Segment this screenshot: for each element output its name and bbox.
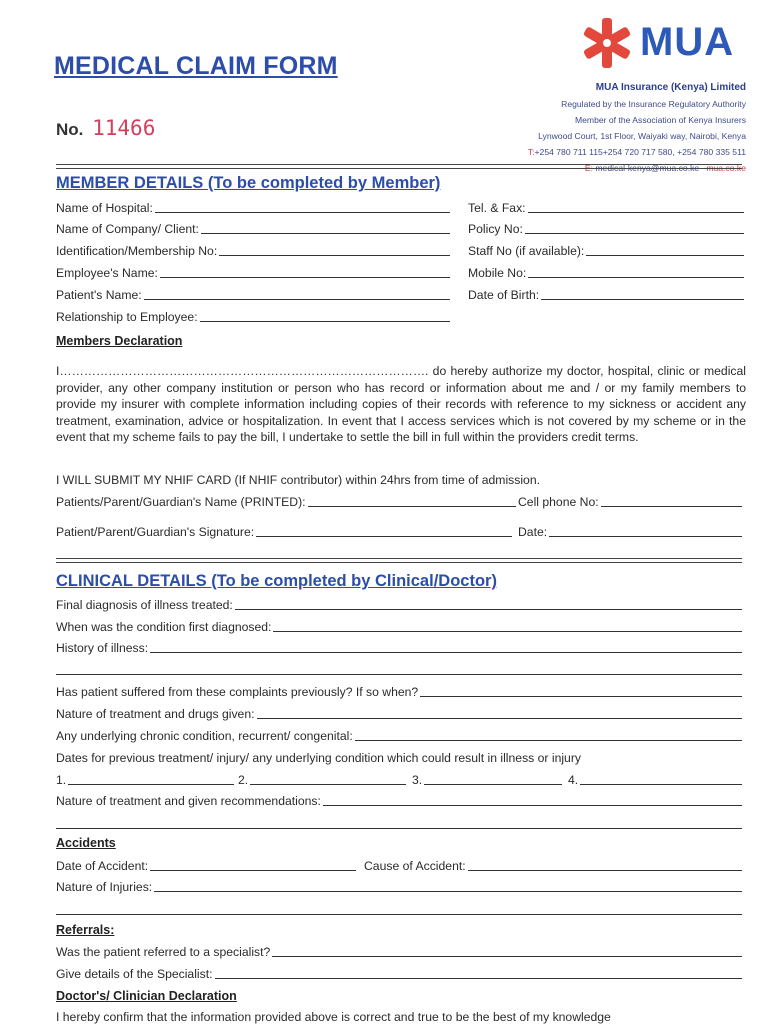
recommendations-field[interactable]: Nature of treatment and given recommendations: [56, 794, 742, 808]
staff-no-field[interactable]: Staff No (if available): [468, 244, 744, 258]
date-field-3[interactable]: 3. [412, 773, 562, 787]
chronic-condition-field[interactable]: Any underlying chronic condition, recurrent/ congenital: [56, 729, 742, 743]
email-label: E: [584, 163, 593, 173]
mua-star-icon [580, 16, 634, 70]
hospital-field[interactable]: Name of Hospital: [56, 201, 450, 215]
injuries-extra-line[interactable] [56, 914, 742, 915]
injuries-field[interactable]: Nature of Injuries: [56, 880, 742, 894]
specialist-details-field[interactable]: Give details of the Specialist: [56, 967, 742, 981]
company-address: Lynwood Court, 1st Floor, Waiyaki way, Nairobi, Kenya [538, 131, 746, 141]
accident-date-field[interactable]: Date of Accident: [56, 859, 356, 873]
tel-numbers: +254 780 711 115+254 720 717 580, +254 780 335 511 [534, 147, 746, 157]
clinical-details-heading: CLINICAL DETAILS (To be completed by Clinical/Doctor) [56, 572, 497, 590]
email-address: medical-kenya@mua.co.ke [595, 163, 700, 173]
doctor-declaration-text: I hereby confirm that the information provided above is correct and true to be the best of my knowledge [56, 1010, 611, 1024]
cell-phone-field[interactable]: Cell phone No: [518, 495, 742, 509]
first-diagnosed-field[interactable]: When was the condition first diagnosed: [56, 620, 742, 634]
history-field[interactable]: History of illness: [56, 641, 742, 655]
dob-field[interactable]: Date of Birth: [468, 288, 744, 302]
guardian-name-field[interactable]: Patients/Parent/Guardian's Name (PRINTED): [56, 495, 516, 509]
company-member: Member of the Association of Kenya Insurers [574, 115, 746, 125]
header-divider [56, 164, 742, 169]
accident-cause-field[interactable]: Cause of Accident: [364, 859, 742, 873]
specialist-referral-field[interactable]: Was the patient referred to a specialist? [56, 945, 742, 959]
mobile-no-field[interactable]: Mobile No: [468, 266, 744, 280]
company-info [528, 80, 746, 176]
members-declaration-heading: Members Declaration [56, 334, 183, 348]
membership-no-field[interactable]: Identification/Membership No: [56, 244, 450, 258]
doctor-declaration-heading: Doctor's/ Clinician Declaration [56, 989, 237, 1003]
member-details-heading: MEMBER DETAILS (To be completed by Member) [56, 174, 441, 192]
date-field-1[interactable]: 1. [56, 773, 234, 787]
treatment-drugs-field[interactable]: Nature of treatment and drugs given: [56, 707, 742, 721]
accidents-heading: Accidents [56, 836, 116, 850]
nhif-note: I WILL SUBMIT MY NHIF CARD (If NHIF contributor) within 24hrs from time of admission. [56, 473, 540, 487]
previous-complaints-field[interactable]: Has patient suffered from these complaints previously? If so when? [56, 685, 742, 699]
policy-no-field[interactable]: Policy No: [468, 222, 744, 236]
date-field-4[interactable]: 4. [568, 773, 742, 787]
mua-logo [580, 16, 750, 70]
website: mua.co.ke [706, 163, 746, 173]
relationship-field[interactable]: Relationship to Employee: [56, 310, 450, 324]
signature-date-field[interactable]: Date: [518, 525, 742, 539]
logo-wordmark: MUA [640, 20, 735, 64]
tel-fax-field[interactable]: Tel. & Fax: [468, 201, 744, 215]
date-field-2[interactable]: 2. [238, 773, 406, 787]
recommendations-extra-line[interactable] [56, 828, 742, 829]
form-number-label: No. [56, 120, 84, 139]
form-number-value: 11466 [92, 116, 156, 140]
history-extra-line[interactable] [56, 674, 742, 675]
final-diagnosis-field[interactable]: Final diagnosis of illness treated: [56, 598, 742, 612]
company-tel [528, 144, 746, 160]
previous-treatment-dates-label: Dates for previous treatment/ injury/ any underlying condition which could result in illness or injury [56, 751, 581, 765]
members-declaration-text: I………………………………………………………………………………. do hereby authorize my doctor, hospital, clinic or medical provider, any other company institution or person who has record or information about me and / or my family members to provide my insurer with complete information including copies of their records with reference to my sickness or accident any treatment, examination, advice or hospitalization. In event that I access services which is not covered by my scheme or in the event that my scheme fails to pay the bill, I undertake to settle the bill in full within the providers credit terms. [56, 364, 746, 444]
company-regulated: Regulated by the Insurance Regulatory Authority [561, 99, 746, 109]
referrals-heading: Referrals: [56, 923, 115, 937]
guardian-signature-field[interactable]: Patient/Parent/Guardian's Signature: [56, 525, 512, 539]
form-title: MEDICAL CLAIM FORM [54, 52, 338, 80]
employee-name-field[interactable]: Employee's Name: [56, 266, 450, 280]
company-name: MUA Insurance (Kenya) Limited [595, 82, 746, 93]
form-number [56, 116, 155, 140]
patient-name-field[interactable]: Patient's Name: [56, 288, 450, 302]
company-field[interactable]: Name of Company/ Client: [56, 222, 450, 236]
member-divider [56, 558, 742, 563]
tel-label: T: [527, 147, 535, 157]
